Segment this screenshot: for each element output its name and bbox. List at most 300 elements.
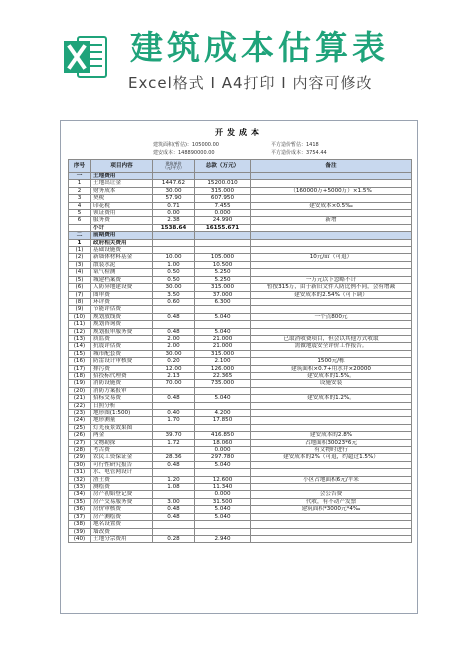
cell-item[interactable]: 规划放线费 — [91, 313, 153, 320]
table-row[interactable] — [69, 328, 412, 335]
table-row[interactable] — [69, 254, 412, 261]
cell-remark[interactable] — [251, 173, 412, 180]
cell-item[interactable]: 土地费用 — [91, 173, 153, 180]
cell-item[interactable]: 地形测量 — [91, 417, 153, 424]
table-row[interactable] — [69, 284, 412, 291]
cell-no[interactable]: (24) — [69, 417, 91, 424]
cell-item[interactable]: 新墙体材料基金 — [91, 254, 153, 261]
cell-no[interactable]: (9) — [69, 306, 91, 313]
cell-total[interactable]: 4.200 — [195, 410, 251, 417]
cell-total[interactable]: 18.060 — [195, 439, 251, 446]
cell-remark[interactable]: 建安成本的2%（可退，约超过1.5%） — [251, 454, 412, 461]
cell-no[interactable]: (40) — [69, 535, 91, 542]
cell-no[interactable]: (30) — [69, 461, 91, 468]
cell-remark[interactable]: 建安成本的1.2%。 — [251, 395, 412, 402]
cell-remark[interactable] — [251, 247, 412, 254]
cell-no[interactable]: (23) — [69, 410, 91, 417]
cell-item[interactable]: 财务成本 — [91, 187, 153, 194]
table-row[interactable] — [69, 439, 412, 446]
cell-remark[interactable] — [251, 298, 412, 305]
cell-price[interactable]: 57.90 — [153, 195, 195, 202]
cell-price[interactable] — [153, 521, 195, 528]
table-row[interactable] — [69, 187, 412, 194]
cell-item[interactable]: 服务费 — [91, 217, 153, 224]
cell-no[interactable]: (15) — [69, 350, 91, 357]
cell-remark[interactable]: 建安成本的1.5%。 — [251, 372, 412, 379]
cell-remark[interactable] — [251, 521, 412, 528]
cell-total[interactable] — [195, 321, 251, 328]
cell-no[interactable]: (12) — [69, 328, 91, 335]
cell-no[interactable]: (39) — [69, 528, 91, 535]
cell-item[interactable]: 规划报审服务费 — [91, 328, 153, 335]
cell-no[interactable]: (5) — [69, 276, 91, 283]
cell-price[interactable]: 3.00 — [153, 498, 195, 505]
cell-price[interactable]: 0.28 — [153, 535, 195, 542]
table-row[interactable] — [69, 417, 412, 424]
cell-no[interactable] — [69, 224, 91, 231]
cell-total[interactable]: 16155.671 — [195, 224, 251, 231]
cell-item[interactable]: 测绘费 — [91, 484, 153, 491]
cell-item[interactable]: 印花税 — [91, 202, 153, 209]
cell-item[interactable]: 排污费 — [91, 365, 153, 372]
cell-total[interactable]: 5.040 — [195, 328, 251, 335]
cell-item[interactable]: 城建档案费 — [91, 276, 153, 283]
cell-item[interactable]: 抗震评估费 — [91, 343, 153, 350]
cell-total[interactable]: 2.940 — [195, 535, 251, 542]
cell-price[interactable]: 1.00 — [153, 261, 195, 268]
cell-price[interactable] — [153, 528, 195, 535]
cell-remark[interactable]: 代收，有不动产发票 — [251, 498, 412, 505]
cell-price[interactable]: 3.50 — [153, 291, 195, 298]
cell-total[interactable] — [195, 528, 251, 535]
cell-remark[interactable] — [251, 210, 412, 217]
cell-total[interactable]: 126.000 — [195, 365, 251, 372]
cell-total[interactable] — [195, 521, 251, 528]
cell-no[interactable]: (36) — [69, 506, 91, 513]
table-row[interactable] — [69, 298, 412, 305]
table-row[interactable] — [69, 261, 412, 268]
cell-no[interactable]: (19) — [69, 380, 91, 387]
table-row[interactable] — [69, 343, 412, 350]
cell-no[interactable]: (3) — [69, 261, 91, 268]
cell-total[interactable]: 0.000 — [195, 491, 251, 498]
cell-remark[interactable]: 建筑面积*3000元*4‰ — [251, 506, 412, 513]
table-row[interactable] — [69, 484, 412, 491]
cell-no[interactable]: 二 — [69, 232, 91, 239]
cell-price[interactable]: 0.48 — [153, 513, 195, 520]
table-row[interactable] — [69, 461, 412, 468]
cell-remark[interactable] — [251, 180, 412, 187]
cell-total[interactable]: 416.850 — [195, 432, 251, 439]
cell-remark[interactable] — [251, 513, 412, 520]
cell-item[interactable]: 两金 — [91, 432, 153, 439]
cell-no[interactable]: (34) — [69, 491, 91, 498]
cell-total[interactable] — [195, 239, 251, 246]
cell-no[interactable]: (7) — [69, 291, 91, 298]
cell-no[interactable]: 4 — [69, 202, 91, 209]
cell-total[interactable]: 0.000 — [195, 447, 251, 454]
cell-no[interactable]: (21) — [69, 395, 91, 402]
cell-total[interactable]: 37.000 — [195, 291, 251, 298]
table-row[interactable] — [69, 447, 412, 454]
cell-total[interactable] — [195, 232, 251, 239]
cell-item[interactable]: 招标交易费 — [91, 395, 153, 402]
cell-no[interactable]: (35) — [69, 498, 91, 505]
cell-price[interactable]: 0.48 — [153, 313, 195, 320]
cell-item[interactable]: 消防设施费 — [91, 380, 153, 387]
cell-item[interactable]: 人防异地建设费 — [91, 284, 153, 291]
table-row[interactable] — [69, 528, 412, 535]
cell-no[interactable]: 6 — [69, 217, 91, 224]
cell-remark[interactable]: 会公告费 — [251, 491, 412, 498]
cell-remark[interactable] — [251, 350, 412, 357]
cell-price[interactable] — [153, 173, 195, 180]
cell-no[interactable]: (29) — [69, 454, 91, 461]
table-row[interactable] — [69, 217, 412, 224]
cell-remark[interactable]: 建安成本×0.5‰ — [251, 202, 412, 209]
cell-remark[interactable] — [251, 484, 412, 491]
cell-total[interactable] — [195, 306, 251, 313]
cell-no[interactable]: (2) — [69, 254, 91, 261]
cell-total[interactable]: 5.040 — [195, 461, 251, 468]
cell-item[interactable]: 可行性研究报告 — [91, 461, 153, 468]
cell-no[interactable]: (26) — [69, 432, 91, 439]
cell-remark[interactable]: 一个点800元 — [251, 313, 412, 320]
cell-total[interactable]: 12.600 — [195, 476, 251, 483]
cell-price[interactable]: 10.00 — [153, 254, 195, 261]
cell-remark[interactable] — [251, 328, 412, 335]
table-row[interactable] — [69, 498, 412, 505]
cell-price[interactable]: 1538.64 — [153, 224, 195, 231]
cell-no[interactable]: (27) — [69, 439, 91, 446]
cell-remark[interactable] — [251, 410, 412, 417]
cell-no[interactable]: 1 — [69, 239, 91, 246]
cell-price[interactable]: 1447.62 — [153, 180, 195, 187]
cell-total[interactable]: 15200.010 — [195, 180, 251, 187]
cell-remark[interactable] — [251, 269, 412, 276]
cell-remark[interactable] — [251, 224, 412, 231]
cell-item[interactable]: 氡气检测 — [91, 269, 153, 276]
cell-item[interactable]: 质监费 — [91, 335, 153, 342]
table-row[interactable] — [69, 306, 412, 313]
cell-price[interactable] — [153, 402, 195, 409]
cell-price[interactable]: 0.71 — [153, 202, 195, 209]
cell-item[interactable]: 领证费用 — [91, 210, 153, 217]
cell-price[interactable] — [153, 306, 195, 313]
cell-total[interactable] — [195, 424, 251, 431]
cell-no[interactable]: (22) — [69, 402, 91, 409]
cell-remark[interactable] — [251, 261, 412, 268]
cell-remark[interactable]: 建安成本的2.8% — [251, 432, 412, 439]
cell-price[interactable]: 0.60 — [153, 298, 195, 305]
table-row[interactable] — [69, 506, 412, 513]
cell-item[interactable]: 房产初始登记费 — [91, 491, 153, 498]
cell-total[interactable]: 6.300 — [195, 298, 251, 305]
cell-no[interactable]: (4) — [69, 269, 91, 276]
cell-no[interactable]: (18) — [69, 372, 91, 379]
cell-price[interactable]: 2.38 — [153, 217, 195, 224]
cell-total[interactable]: 17.850 — [195, 417, 251, 424]
cell-item[interactable]: 政府相关费用 — [91, 239, 153, 246]
cell-item[interactable]: 渣土费 — [91, 476, 153, 483]
table-row[interactable] — [69, 365, 412, 372]
cell-price[interactable] — [153, 491, 195, 498]
cell-item[interactable]: 日照分析 — [91, 402, 153, 409]
cell-remark[interactable]: 10元/㎡（可退） — [251, 254, 412, 261]
cell-price[interactable] — [153, 424, 195, 431]
cell-total[interactable]: 22.365 — [195, 372, 251, 379]
cell-total[interactable] — [195, 387, 251, 394]
cell-no[interactable]: (14) — [69, 343, 91, 350]
cell-price[interactable]: 1.20 — [153, 476, 195, 483]
cell-item[interactable]: 图审费 — [91, 291, 153, 298]
cell-item[interactable]: 墙改费 — [91, 528, 153, 535]
cell-remark[interactable]: 建筑面积×0.7+用水井×20000 — [251, 365, 412, 372]
cell-item[interactable]: 房产测绘费 — [91, 513, 153, 520]
table-row[interactable] — [69, 173, 412, 180]
cell-total[interactable]: 5.250 — [195, 276, 251, 283]
cell-remark[interactable]: 需做地震安全评价工作报告。 — [251, 343, 412, 350]
cell-no[interactable]: (31) — [69, 469, 91, 476]
cell-price[interactable]: 0.00 — [153, 210, 195, 217]
table-row[interactable] — [69, 535, 412, 542]
table-row[interactable] — [69, 476, 412, 483]
table-row[interactable] — [69, 210, 412, 217]
cell-total[interactable]: 21.000 — [195, 343, 251, 350]
cell-price[interactable]: 1.08 — [153, 484, 195, 491]
cell-total[interactable]: 735.000 — [195, 380, 251, 387]
cell-no[interactable]: (13) — [69, 335, 91, 342]
cell-item[interactable]: 防雷设计审核费 — [91, 358, 153, 365]
cell-total[interactable]: 0.000 — [195, 210, 251, 217]
cell-no[interactable]: (16) — [69, 358, 91, 365]
table-row[interactable] — [69, 335, 412, 342]
cell-no[interactable]: (6) — [69, 284, 91, 291]
table-row[interactable] — [69, 513, 412, 520]
cell-price[interactable]: 0.40 — [153, 410, 195, 417]
cell-item[interactable]: 文物勘探 — [91, 439, 153, 446]
cell-price[interactable] — [153, 321, 195, 328]
cell-item[interactable]: 房产交易服务费 — [91, 498, 153, 505]
cell-item[interactable]: 考古费 — [91, 447, 153, 454]
table-row[interactable] — [69, 424, 412, 431]
table-row[interactable] — [69, 247, 412, 254]
cell-remark[interactable] — [251, 469, 412, 476]
cell-remark[interactable] — [251, 461, 412, 468]
cell-total[interactable]: 5.040 — [195, 395, 251, 402]
cell-total[interactable] — [195, 173, 251, 180]
cell-total[interactable] — [195, 247, 251, 254]
cell-remark[interactable]: 有文物时进行 — [251, 447, 412, 454]
cell-no[interactable]: (8) — [69, 298, 91, 305]
cell-remark[interactable]: 建安成本的2.54%（可下调） — [251, 291, 412, 298]
cell-total[interactable]: 2.100 — [195, 358, 251, 365]
cell-item[interactable]: 招投标代理费 — [91, 372, 153, 379]
table-row[interactable] — [69, 402, 412, 409]
cell-no[interactable]: (28) — [69, 447, 91, 454]
cell-price[interactable] — [153, 447, 195, 454]
cell-price[interactable]: 0.48 — [153, 395, 195, 402]
cell-total[interactable]: 105.000 — [195, 254, 251, 261]
cell-remark[interactable] — [251, 402, 412, 409]
table-row[interactable] — [69, 350, 412, 357]
cell-item[interactable]: 地名设置费 — [91, 521, 153, 528]
cell-no[interactable]: (37) — [69, 513, 91, 520]
cell-price[interactable]: 0.48 — [153, 461, 195, 468]
cell-total[interactable]: 315.000 — [195, 187, 251, 194]
cell-no[interactable]: 3 — [69, 195, 91, 202]
table-row[interactable] — [69, 387, 412, 394]
cell-item[interactable]: 农民工资保证金 — [91, 454, 153, 461]
cell-price[interactable] — [153, 247, 195, 254]
table-row[interactable] — [69, 321, 412, 328]
cell-no[interactable]: (33) — [69, 484, 91, 491]
cell-total[interactable]: 24.990 — [195, 217, 251, 224]
cell-no[interactable]: (25) — [69, 424, 91, 431]
cell-total[interactable]: 5.040 — [195, 313, 251, 320]
table-row[interactable] — [69, 395, 412, 402]
cell-remark[interactable]: 新增 — [251, 217, 412, 224]
cell-item[interactable]: 环评费 — [91, 298, 153, 305]
cell-price[interactable]: 0.50 — [153, 269, 195, 276]
cell-price[interactable]: 2.00 — [153, 343, 195, 350]
cell-price[interactable] — [153, 469, 195, 476]
cell-remark[interactable] — [251, 306, 412, 313]
cell-item[interactable]: 规划咨询费 — [91, 321, 153, 328]
cell-item[interactable]: 灯光夜景效果图 — [91, 424, 153, 431]
cell-remark[interactable]: 暂按315万，由于新旧文件人防比例不同，会有增减 — [251, 284, 412, 291]
table-row[interactable] — [69, 358, 412, 365]
cell-item[interactable]: 地形图(1:500) — [91, 410, 153, 417]
cell-remark[interactable]: 已取消收费项目，但会以其他方式收取 — [251, 335, 412, 342]
cell-price[interactable]: 30.00 — [153, 187, 195, 194]
cell-total[interactable]: 7.455 — [195, 202, 251, 209]
table-row[interactable] — [69, 380, 412, 387]
table-row[interactable] — [69, 372, 412, 379]
cell-remark[interactable] — [251, 232, 412, 239]
cell-item[interactable]: 水、电管网设计 — [91, 469, 153, 476]
table-row[interactable] — [69, 313, 412, 320]
cell-remark[interactable]: 小区占地面积6元/平米 — [251, 476, 412, 483]
cell-item[interactable]: 散装水泥 — [91, 261, 153, 268]
cell-total[interactable]: 5.040 — [195, 506, 251, 513]
cell-total[interactable] — [195, 402, 251, 409]
cell-total[interactable]: 5.040 — [195, 513, 251, 520]
cell-item[interactable]: 前期费用 — [91, 232, 153, 239]
cell-price[interactable] — [153, 239, 195, 246]
cell-price[interactable] — [153, 387, 195, 394]
cell-price[interactable]: 70.00 — [153, 380, 195, 387]
cell-no[interactable]: (17) — [69, 365, 91, 372]
cell-price[interactable]: 39.70 — [153, 432, 195, 439]
cell-remark[interactable]: 1500元/栋 — [251, 358, 412, 365]
cell-price[interactable]: 1.72 — [153, 439, 195, 446]
table-row[interactable] — [69, 521, 412, 528]
cell-item[interactable]: 小计 — [91, 224, 153, 231]
cell-price[interactable]: 30.00 — [153, 284, 195, 291]
table-row[interactable] — [69, 195, 412, 202]
table-row[interactable] — [69, 454, 412, 461]
cell-price[interactable]: 0.50 — [153, 276, 195, 283]
cell-no[interactable]: (20) — [69, 387, 91, 394]
table-row[interactable] — [69, 224, 412, 231]
cell-remark[interactable] — [251, 387, 412, 394]
cell-price[interactable]: 28.36 — [153, 454, 195, 461]
cell-price[interactable] — [153, 232, 195, 239]
cell-no[interactable]: (32) — [69, 476, 91, 483]
cell-remark[interactable]: 一万元以下忽略不计 — [251, 276, 412, 283]
cell-no[interactable]: 2 — [69, 187, 91, 194]
cell-remark[interactable] — [251, 195, 412, 202]
cell-price[interactable]: 30.00 — [153, 350, 195, 357]
cell-no[interactable]: 5 — [69, 210, 91, 217]
cell-total[interactable]: 5.250 — [195, 269, 251, 276]
cell-total[interactable]: 315.000 — [195, 284, 251, 291]
table-row[interactable] — [69, 202, 412, 209]
cell-no[interactable]: (1) — [69, 247, 91, 254]
cell-remark[interactable]: （160000万+5000万）×1.5% — [251, 187, 412, 194]
table-row[interactable] — [69, 276, 412, 283]
cell-price[interactable]: 0.20 — [153, 358, 195, 365]
cell-total[interactable]: 297.780 — [195, 454, 251, 461]
cell-no[interactable]: (38) — [69, 521, 91, 528]
cell-total[interactable] — [195, 469, 251, 476]
cell-total[interactable]: 10.500 — [195, 261, 251, 268]
table-row[interactable] — [69, 269, 412, 276]
cell-item[interactable]: 土地分宗费用 — [91, 535, 153, 542]
cell-total[interactable]: 21.000 — [195, 335, 251, 342]
table-row[interactable] — [69, 469, 412, 476]
cell-remark[interactable] — [251, 535, 412, 542]
table-row[interactable] — [69, 410, 412, 417]
cell-no[interactable]: (11) — [69, 321, 91, 328]
cell-no[interactable]: 一 — [69, 173, 91, 180]
cell-remark[interactable] — [251, 424, 412, 431]
cell-item[interactable]: 城市配套费 — [91, 350, 153, 357]
cell-item[interactable]: 土地出让金 — [91, 180, 153, 187]
cell-item[interactable]: 基础设施费 — [91, 247, 153, 254]
cell-price[interactable]: 0.48 — [153, 328, 195, 335]
cell-total[interactable]: 31.500 — [195, 498, 251, 505]
cell-total[interactable]: 11.340 — [195, 484, 251, 491]
cell-item[interactable]: 节能评估费 — [91, 306, 153, 313]
cell-item[interactable]: 契税 — [91, 195, 153, 202]
cell-remark[interactable] — [251, 239, 412, 246]
cell-price[interactable]: 0.48 — [153, 506, 195, 513]
cell-item[interactable]: 房价审核费 — [91, 506, 153, 513]
cell-remark[interactable] — [251, 321, 412, 328]
cell-price[interactable]: 1.70 — [153, 417, 195, 424]
table-row[interactable] — [69, 239, 412, 246]
table-row[interactable] — [69, 232, 412, 239]
cell-item[interactable]: 消防方案报审 — [91, 387, 153, 394]
cell-remark[interactable]: 占地面积30023*6元 — [251, 439, 412, 446]
cell-no[interactable]: (10) — [69, 313, 91, 320]
cell-remark[interactable] — [251, 417, 412, 424]
cell-price[interactable]: 2.00 — [153, 335, 195, 342]
table-row[interactable] — [69, 432, 412, 439]
cell-remark[interactable] — [251, 528, 412, 535]
cell-total[interactable]: 315.000 — [195, 350, 251, 357]
table-row[interactable] — [69, 291, 412, 298]
cell-remark[interactable]: 设施安装 — [251, 380, 412, 387]
table-row[interactable] — [69, 491, 412, 498]
table-row[interactable] — [69, 180, 412, 187]
cell-no[interactable]: 1 — [69, 180, 91, 187]
cell-total[interactable]: 607.950 — [195, 195, 251, 202]
cell-price[interactable]: 2.13 — [153, 372, 195, 379]
cell-price[interactable]: 12.00 — [153, 365, 195, 372]
